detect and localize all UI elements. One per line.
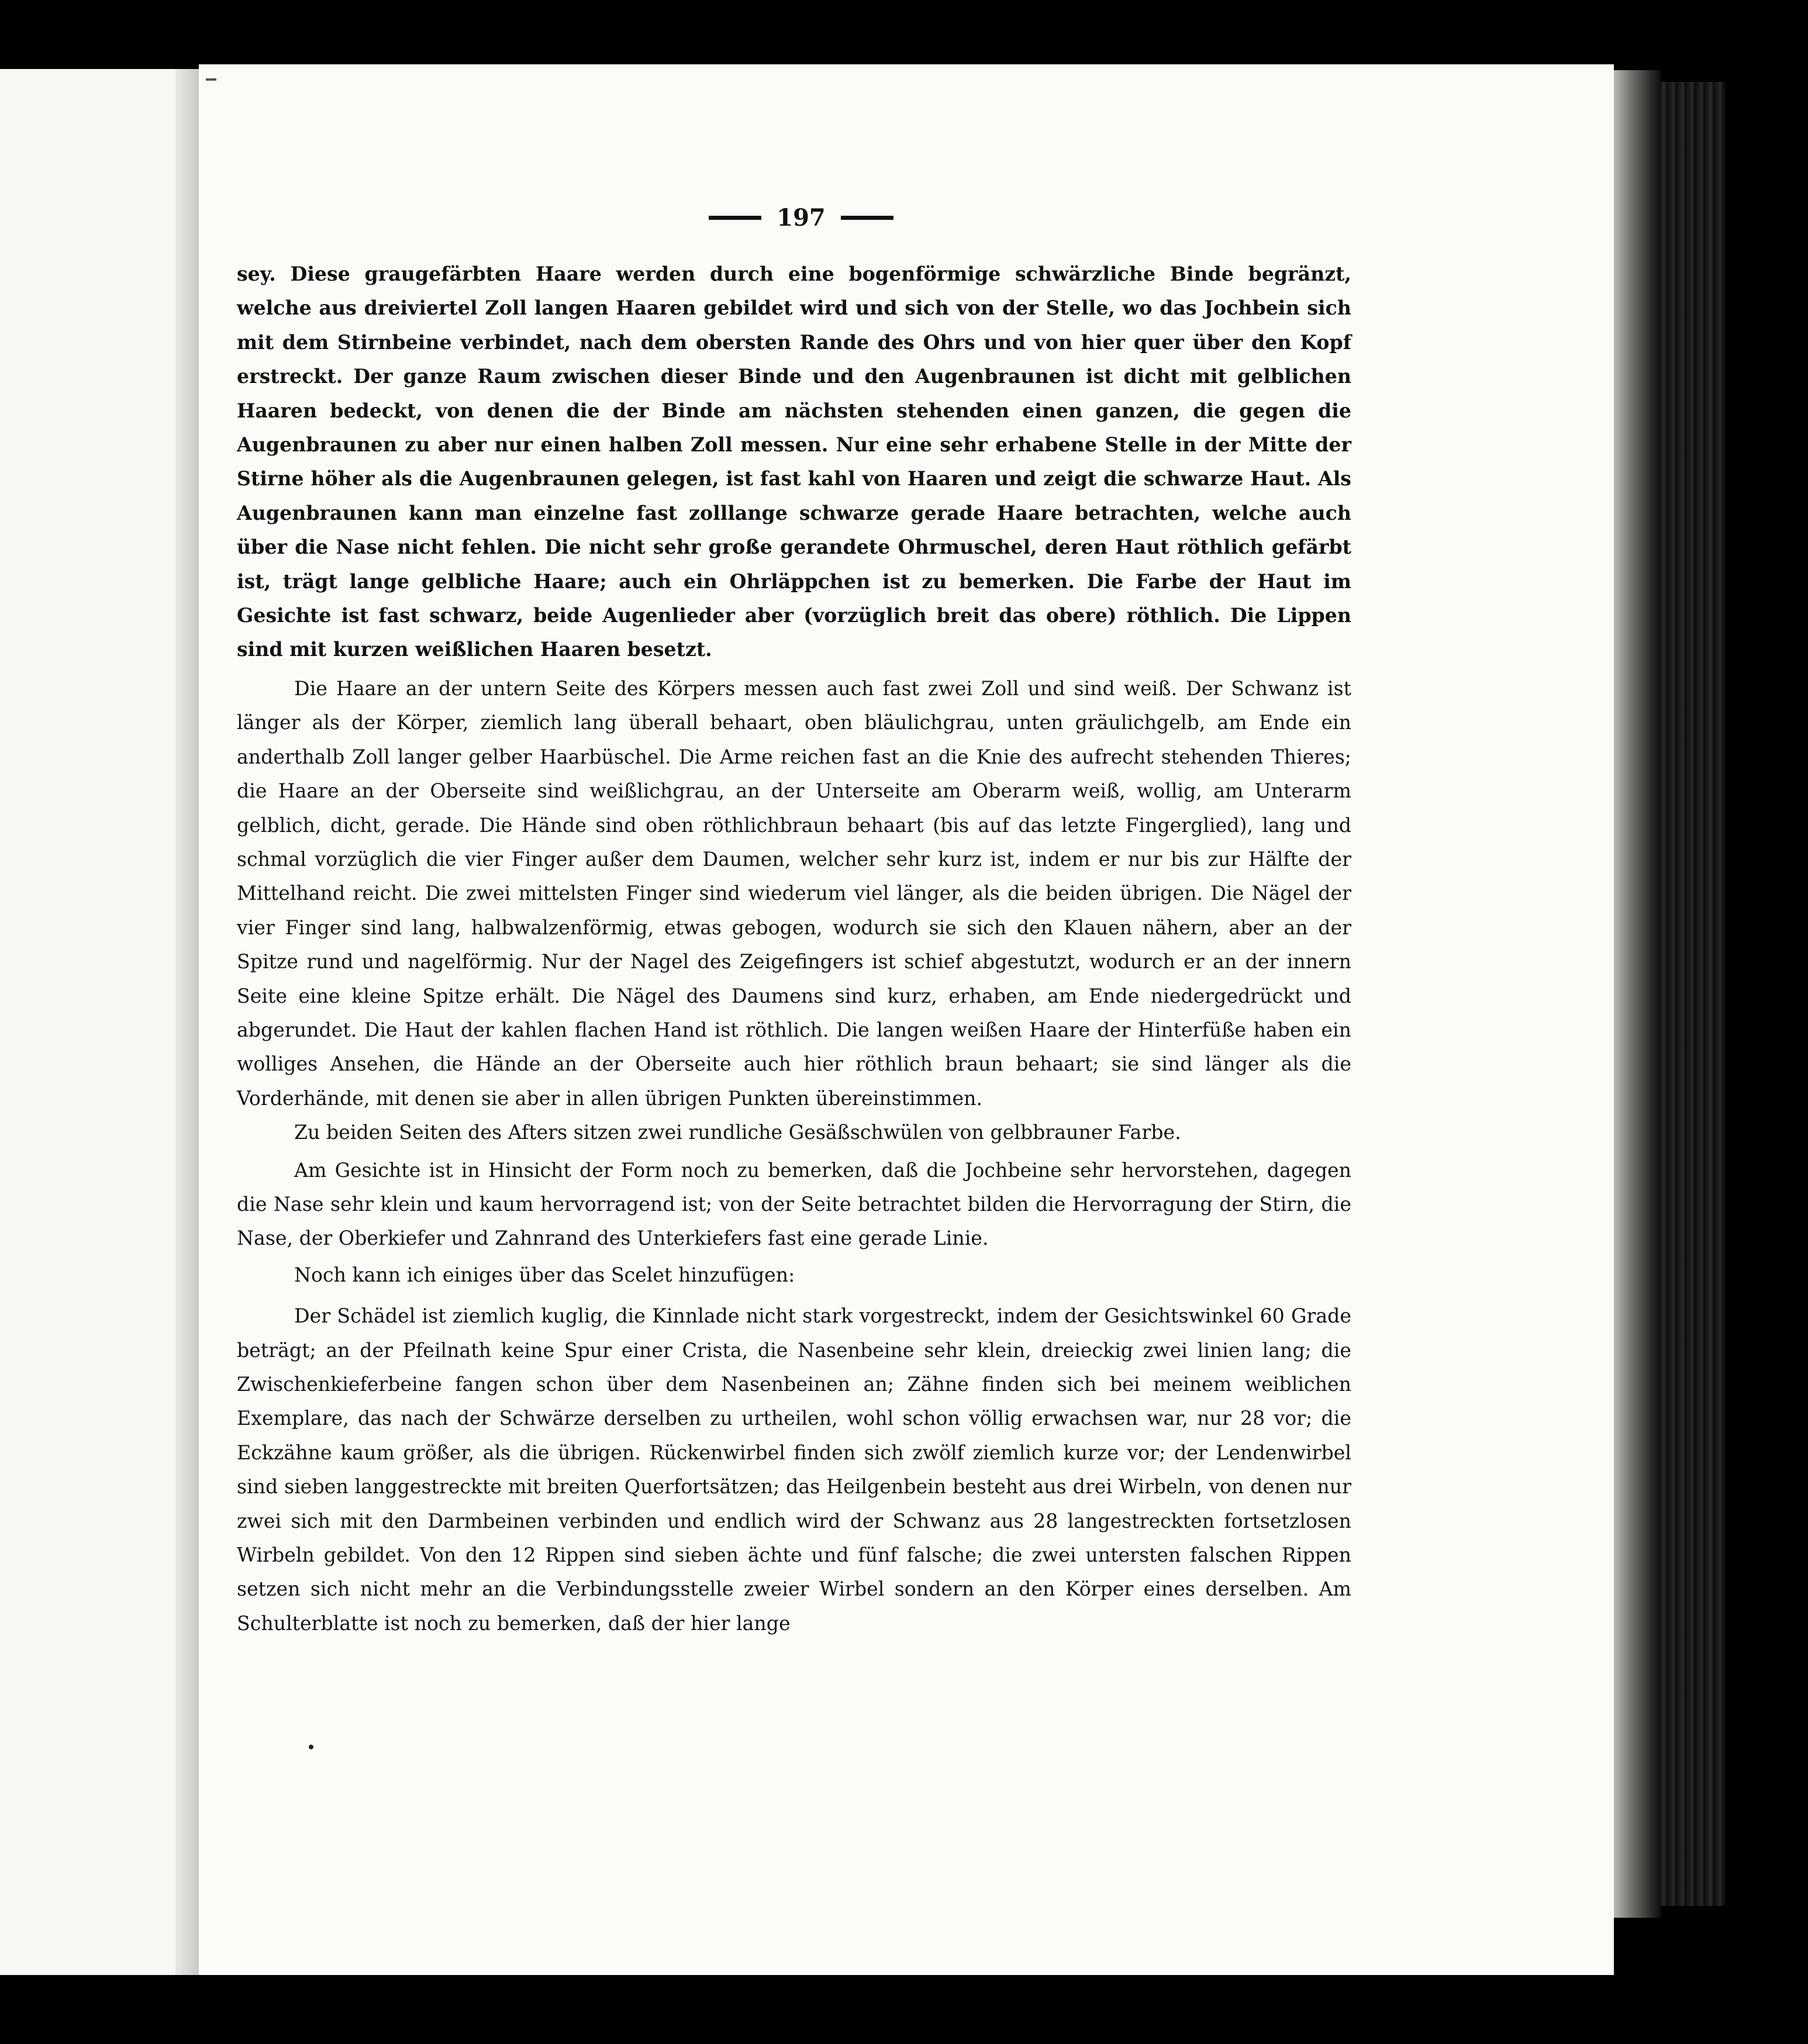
body-text <box>237 257 1351 1641</box>
book-gutter <box>175 69 199 1975</box>
page-header <box>696 200 906 235</box>
paragraph: Zu beiden Seiten des Afters sitzen zwei rundliche Gesäßschwülen von gelbbrauner Farbe. <box>294 1121 1181 1144</box>
header-rule-left <box>709 216 761 220</box>
page-number: 197 <box>777 203 826 232</box>
paragraph: sey. Diese graugefärbten Haare werden durch eine bogenförmige schwärzliche Binde begränzt, welche aus dreiviertel Zoll langen Haaren gebildet wird und sich von der Stelle, wo das Jochbein sich mit dem Stirnbeine verbindet, nach dem obersten Rande des Ohrs und von hier quer über den Kopf erstreckt. Der ganze Raum zwischen dieser Binde und den Augenbraunen ist dicht mit gelblichen Haaren bedeckt, von denen die der Binde am nächsten stehenden einen ganzen, die gegen die Augenbraunen zu aber nur einen halben Zoll messen. Nur eine sehr erhabene Stelle in der Mitte der Stirne höher als die Augenbraunen gelegen, ist fast kahl von Haaren und zeigt die schwarze Haut. Als Augenbraunen kann man einzelne fast zolllange schwarze gerade Haare betrachten, welche auch über die Nase nicht fehlen. Die nicht sehr große gerandete Ohrmuschel, deren Haut röthlich gefärbt ist, trägt lange gelbliche Haare; auch ein Ohrläppchen ist zu bemerken. Die Farbe der Haut im Gesichte ist fast schwarz, beide Augenlieder aber (vorzüglich breit das obere) röthlich. Die Lippen sind mit kurzen weißlichen Haaren besetzt. <box>237 263 1351 661</box>
paragraph: Noch kann ich einiges über das Scelet hinzufügen: <box>294 1263 795 1286</box>
paragraph: Am Gesichte ist in Hinsicht der Form noch zu bemerken, daß die Jochbeine sehr hervorstehen, dagegen die Nase sehr klein und kaum hervorragend ist; von der Seite betrachtet bilden die Hervorragung der Stirn, die Nase, der Oberkiefer und Zahnrand des Unterkiefers fast eine gerade Linie. <box>237 1158 1351 1250</box>
paragraph: Der Schädel ist ziemlich kuglig, die Kinnlade nicht stark vorgestreckt, indem der Gesichtswinkel 60 Grade beträgt; an der Pfeilnath keine Spur einer Crista, die Nasenbeine sehr klein, dreieckig zwei linien lang; die Zwischenkieferbeine fangen schon über dem Nasenbeinen an; Zähne finden sich bei meinem weiblichen Exemplare, das nach der Schwärze derselben zu urtheilen, wohl schon völlig erwachsen war, nur 28 vor; die Eckzähne kaum größer, als die übrigen. Rückenwirbel finden sich zwölf ziemlich kurze vor; der Lendenwirbel sind sieben langgestreckte mit breiten Querfortsätzen; das Heilgenbein besteht aus drei Wirbeln, von denen nur zwei sich mit den Darmbeinen verbinden und endlich wird der Schwanz aus 28 langestreckten fortsetzlosen Wirbeln gebildet. Von den 12 Rippen sind sieben ächte und fünf falsche; die zwei untersten falschen Rippen setzen sich nicht mehr an die Verbindungsstelle zweier Wirbel sondern an den Körper eines derselben. Am Schulterblatte ist noch zu bemerken, daß der hier lange <box>237 1304 1351 1635</box>
page-edges <box>1661 82 1725 1906</box>
page-fold-shadow <box>1614 70 1661 1918</box>
header-rule-right <box>841 216 893 220</box>
scan-speck <box>206 78 216 81</box>
left-page-margin <box>0 69 175 1975</box>
paragraph: Die Haare an der untern Seite des Körpers messen auch fast zwei Zoll und sind weiß. Der Schwanz ist länger als der Körper, ziemlich lang überall behaart, oben bläulichgrau, unten gräulichgelb, am Ende ein anderthalb Zoll langer gelber Haarbüschel. Die Arme reichen fast an die Knie des aufrecht stehenden Thieres; die Haare an der Oberseite sind weißlichgrau, an der Unterseite am Oberarm weiß, wollig, am Unterarm gelblich, dicht, gerade. Die Hände sind oben röthlichbraun behaart (bis auf das letzte Fingerglied), lang und schmal vorzüglich die vier Finger außer dem Daumen, welcher sehr kurz ist, indem er nur bis zur Hälfte der Mittelhand reicht. Die zwei mittelsten Finger sind wiederum viel länger, als die beiden übrigen. Die Nägel der vier Finger sind lang, halbwalzenförmig, etwas gebogen, wodurch sie sich den Klauen nähern, aber an der Spitze rund und nagelförmig. Nur der Nagel des Zeigefingers ist schief abgestutzt, wodurch er an der innern Seite eine kleine Spitze erhält. Die Nägel des Daumens sind kurz, erhaben, am Ende niedergedrückt und abgerundet. Die Haut der kahlen flachen Hand ist röthlich. Die langen weißen Haare der Hinterfüße haben ein wolliges Ansehen, die Hände an der Oberseite auch hier röthlich braun behaart; sie sind länger als die Vorderhände, mit denen sie aber in allen übrigen Punkten übereinstimmen. <box>237 676 1351 1110</box>
scan-speck <box>309 1745 313 1749</box>
